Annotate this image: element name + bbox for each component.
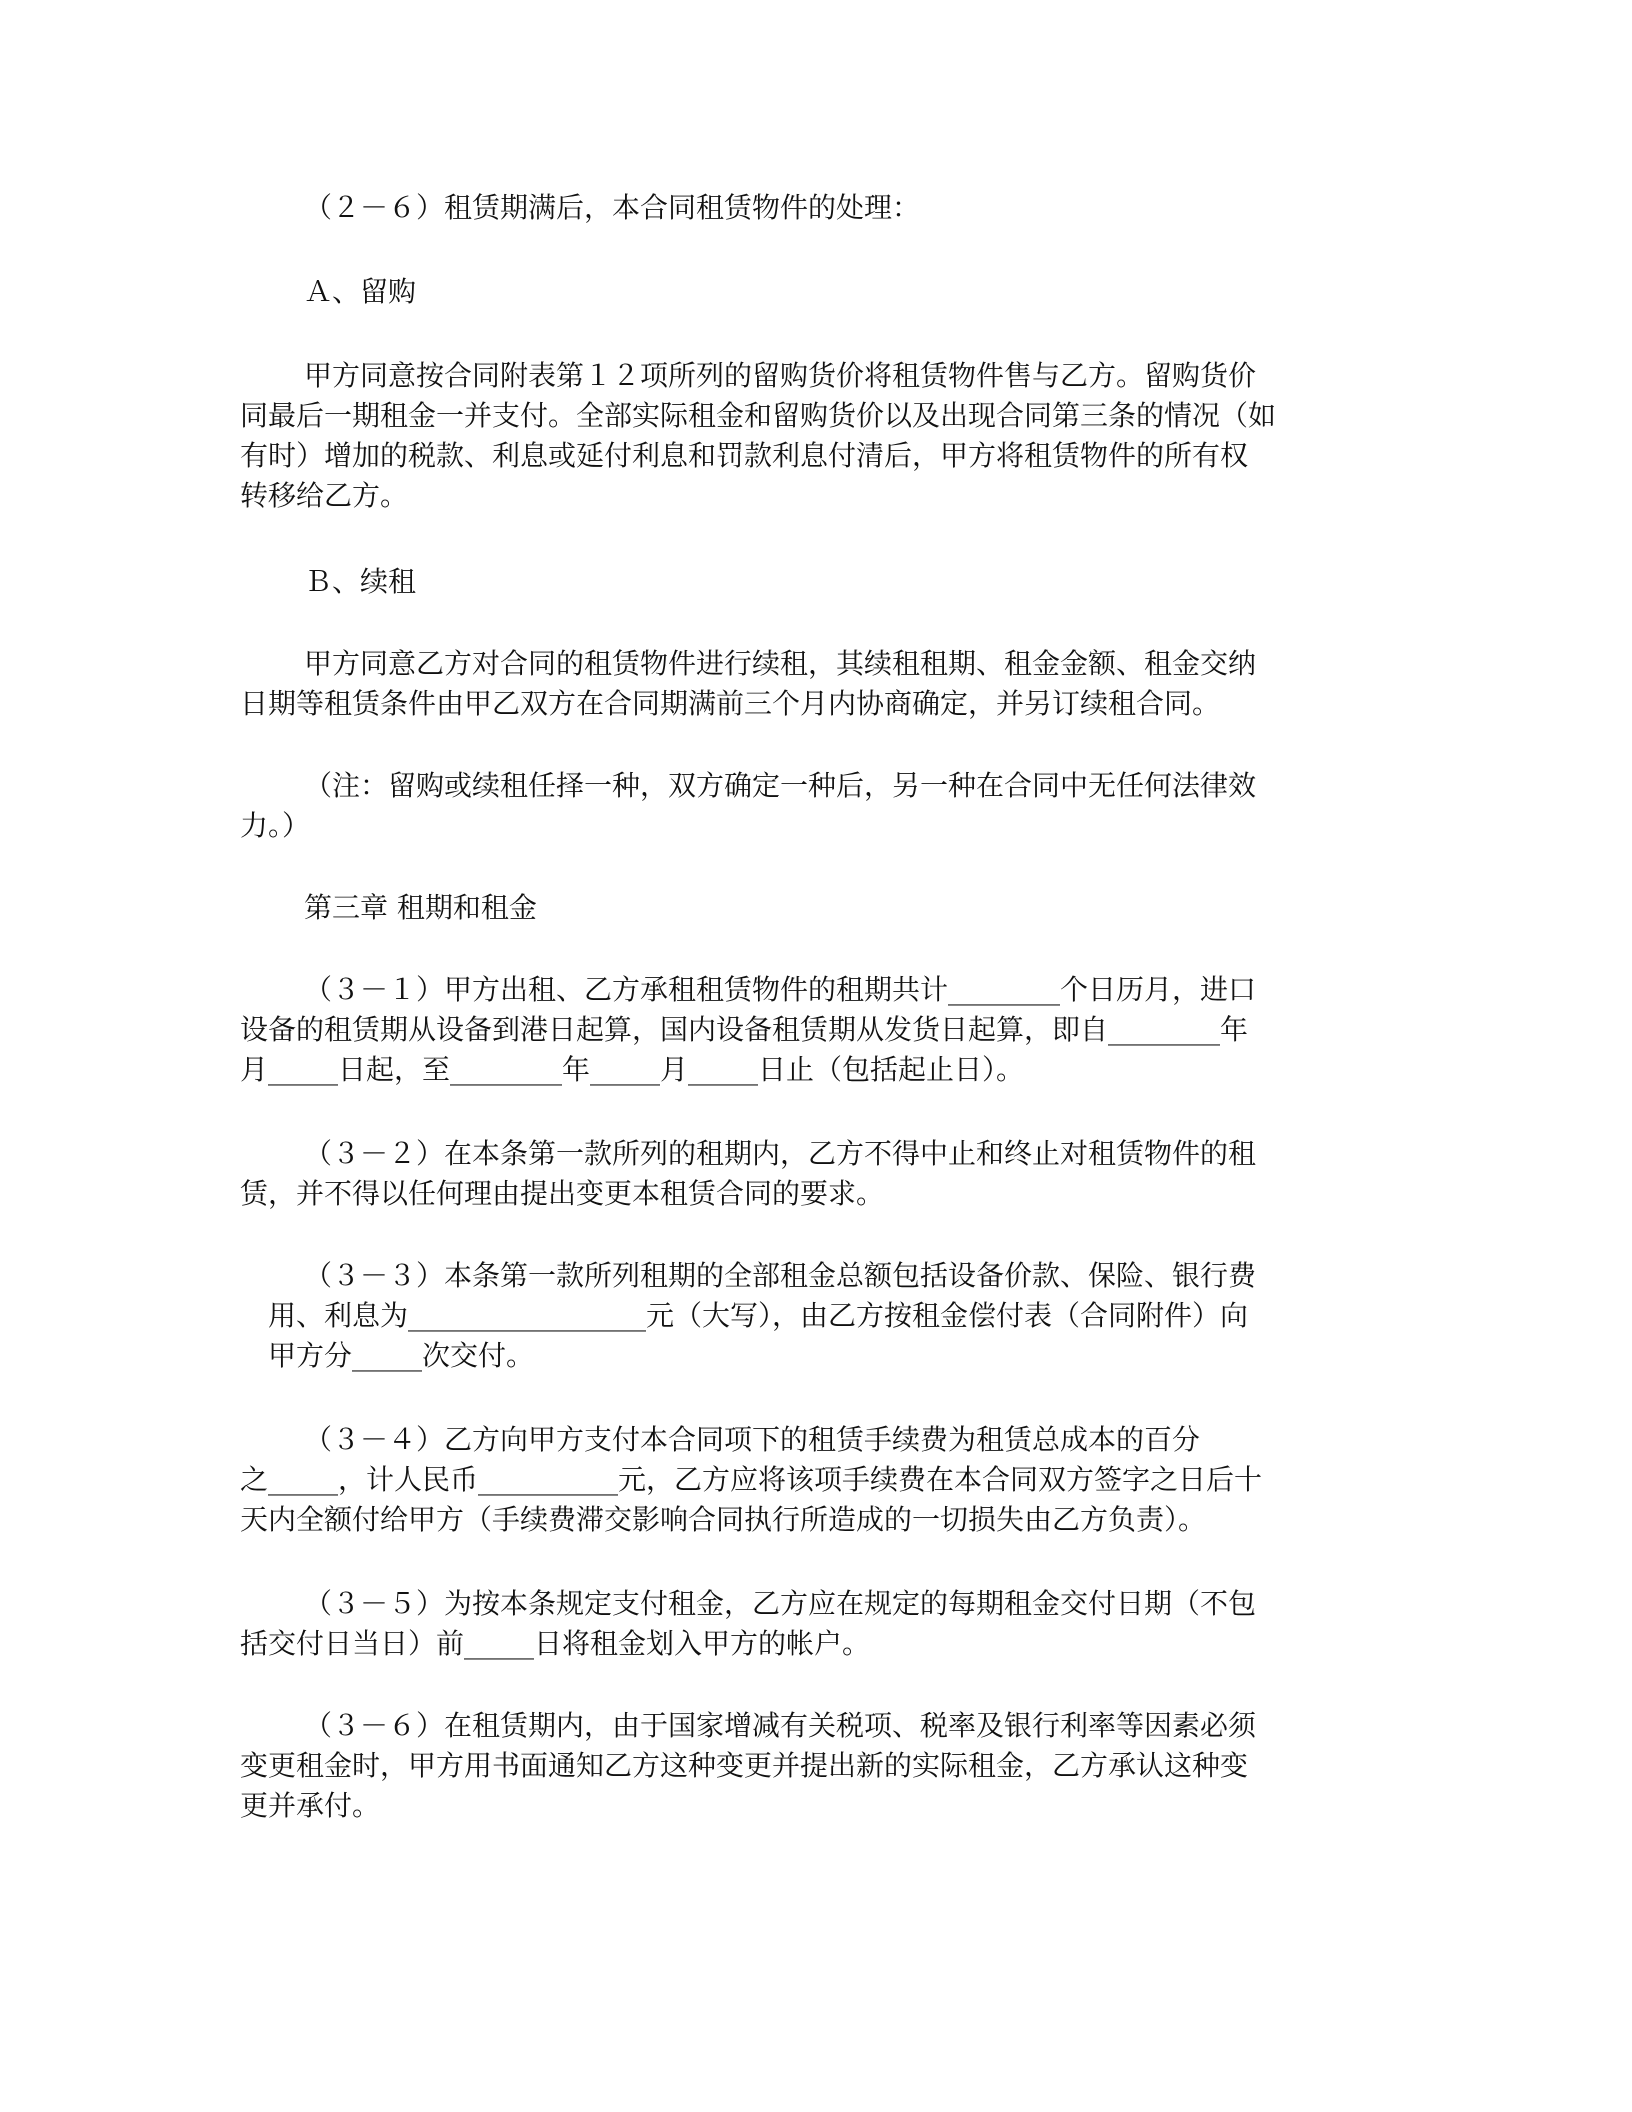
text-line: 日期等租赁条件由甲乙双方在合同期满前三个月内协商确定，并另订续租合同。 bbox=[240, 687, 1221, 720]
note-paragraph bbox=[240, 766, 1390, 846]
text-line: 之_____，计人民币__________元，乙方应将该项手续费在本合同双方签字之日后十 bbox=[240, 1463, 1263, 1496]
text-line: 变更租金时，甲方用书面通知乙方这种变更并提出新的实际租金，乙方承认这种变 bbox=[240, 1749, 1249, 1782]
text-line: 设备的租赁期从设备到港日起算，国内设备租赁期从发货日起算，即自________年 bbox=[240, 1013, 1249, 1046]
clause-3-5 bbox=[240, 1584, 1390, 1664]
text-line: （３－１）甲方出租、乙方承租租赁物件的租期共计________个日历月，进口 bbox=[304, 973, 1257, 1006]
text-line: 有时）增加的税款、利息或延付利息和罚款利息付清后，甲方将租赁物件的所有权 bbox=[240, 439, 1249, 472]
text-line: （３－３）本条第一款所列租期的全部租金总额包括设备价款、保险、银行费 bbox=[304, 1259, 1257, 1292]
text-line: 赁，并不得以任何理由提出变更本租赁合同的要求。 bbox=[240, 1177, 885, 1210]
text-line: 甲方同意按合同附表第１２项所列的留购货价将租赁物件售与乙方。留购货价 bbox=[304, 359, 1257, 392]
text-line: 天内全额付给甲方（手续费滞交影响合同执行所造成的一切损失由乙方负责）。 bbox=[240, 1503, 1207, 1536]
clause-3-2 bbox=[240, 1134, 1390, 1214]
option-b-heading bbox=[240, 562, 1390, 602]
option-a-heading bbox=[240, 272, 1390, 312]
option-b-paragraph bbox=[240, 644, 1390, 724]
option-a-paragraph bbox=[240, 356, 1390, 516]
text-line: （注：留购或续租任择一种，双方确定一种后，另一种在合同中无任何法律效 bbox=[304, 769, 1257, 802]
text-line: （２－６）租赁期满后，本合同租赁物件的处理： bbox=[304, 191, 921, 224]
text-line: 更并承付。 bbox=[240, 1789, 381, 1822]
text-line: 甲方同意乙方对合同的租赁物件进行续租，其续租租期、租金金额、租金交纳 bbox=[304, 647, 1257, 680]
text-line: 力。） bbox=[240, 809, 311, 842]
paragraph-2-6-heading bbox=[240, 188, 1390, 228]
text-line: 第三章 租期和租金 bbox=[304, 891, 537, 924]
text-line: （３－４）乙方向甲方支付本合同项下的租赁手续费为租赁总成本的百分 bbox=[304, 1423, 1201, 1456]
text-line: 用、利息为_________________元（大写），由乙方按租金偿付表（合同附件）向 bbox=[268, 1299, 1249, 1332]
text-line: 甲方分_____次交付。 bbox=[268, 1339, 535, 1372]
text-line: Ａ、留购 bbox=[304, 275, 417, 308]
text-line: Ｂ、续租 bbox=[304, 565, 417, 598]
text-line: （３－２）在本条第一款所列的租期内，乙方不得中止和终止对租赁物件的租 bbox=[304, 1137, 1257, 1170]
clause-3-6 bbox=[240, 1706, 1390, 1826]
chapter-3-heading bbox=[240, 888, 1390, 928]
text-line: 月_____日起，至________年_____月_____日止（包括起止日）。 bbox=[240, 1053, 1025, 1086]
clause-3-3 bbox=[240, 1256, 1390, 1376]
text-line: 括交付日当日）前_____日将租金划入甲方的帐户。 bbox=[240, 1627, 871, 1660]
text-line: 转移给乙方。 bbox=[240, 479, 409, 512]
clause-3-1 bbox=[240, 970, 1390, 1090]
text-line: （３－６）在租赁期内，由于国家增减有关税项、税率及银行利率等因素必须 bbox=[304, 1709, 1257, 1742]
clause-3-4 bbox=[240, 1420, 1390, 1540]
text-line: 同最后一期租金一并支付。全部实际租金和留购货价以及出现合同第三条的情况（如 bbox=[240, 399, 1277, 432]
text-line: （３－５）为按本条规定支付租金，乙方应在规定的每期租金交付日期（不包 bbox=[304, 1587, 1257, 1620]
